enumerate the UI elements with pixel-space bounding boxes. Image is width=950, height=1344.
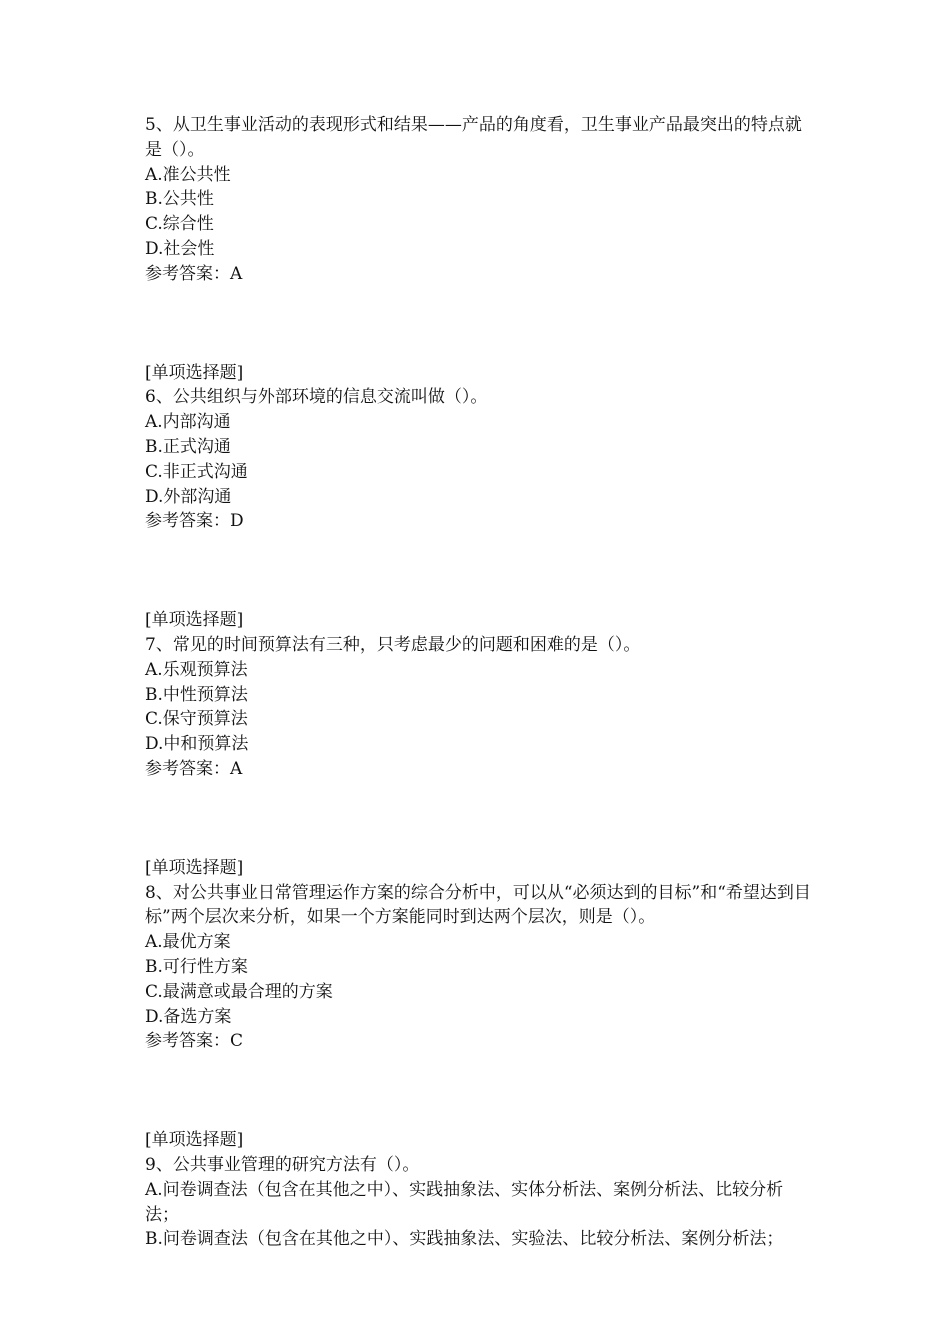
- question-9: [145, 1128, 815, 1252]
- spacer: [145, 534, 815, 608]
- option-c: C.保守预算法: [145, 709, 248, 730]
- option-d: D.中和预算法: [145, 734, 249, 755]
- option-b: B.问卷调查法（包含在其他之中）、实践抽象法、实验法、比较分析法、案例分析法；: [145, 1229, 784, 1250]
- option-b: B.正式沟通: [145, 436, 231, 457]
- option-c: C.综合性: [145, 214, 214, 235]
- option-d: D.社会性: [145, 238, 215, 259]
- option-a: A.最优方案: [145, 932, 231, 953]
- question-6: [145, 361, 815, 535]
- spacer: [145, 1054, 815, 1128]
- option-c: C.最满意或最合理的方案: [145, 981, 333, 1002]
- option-c: C.非正式沟通: [145, 461, 248, 482]
- answer: 参考答案：A: [145, 758, 243, 779]
- answer: 参考答案：C: [145, 1031, 244, 1052]
- option-b: B.可行性方案: [145, 956, 248, 977]
- option-d: D.备选方案: [145, 1006, 232, 1027]
- question-stem: 9、公共事业管理的研究方法有（）。: [145, 1154, 420, 1175]
- document-page: [145, 113, 815, 1252]
- answer: 参考答案：D: [145, 511, 244, 532]
- option-b: B.中性预算法: [145, 684, 248, 705]
- question-type-label: [单项选择题]: [145, 610, 244, 631]
- option-a: A.乐观预算法: [145, 659, 248, 680]
- option-d: D.外部沟通: [145, 486, 232, 507]
- option-a: A.准公共性: [145, 164, 231, 185]
- question-5: [145, 113, 815, 287]
- spacer: [145, 287, 815, 361]
- question-stem: 7、常见的时间预算法有三种，只考虑最少的问题和困难的是（）。: [145, 634, 641, 655]
- question-8: [145, 856, 815, 1054]
- question-type-label: [单项选择题]: [145, 857, 244, 878]
- option-a: A.内部沟通: [145, 412, 231, 433]
- question-stem: 6、公共组织与外部环境的信息交流叫做（）。: [145, 387, 488, 408]
- question-7: [145, 608, 815, 782]
- option-b: B.公共性: [145, 189, 214, 210]
- option-a: A.问卷调查法（包含在其他之中）、实践抽象法、实体分析法、案例分析法、比较分析法；: [145, 1179, 784, 1225]
- question-type-label: [单项选择题]: [145, 362, 244, 383]
- question-stem: 5、从卫生事业活动的表现形式和结果——产品的角度看，卫生事业产品最突出的特点就是（）。: [145, 115, 802, 160]
- question-type-label: [单项选择题]: [145, 1130, 244, 1151]
- answer: 参考答案：A: [145, 263, 243, 284]
- spacer: [145, 782, 815, 856]
- question-stem: 8、对公共事业日常管理运作方案的综合分析中，可以从“必须达到的目标”和“希望达到目标”两个层次来分析，如果一个方案能同时到达两个层次，则是（）。: [145, 882, 811, 928]
